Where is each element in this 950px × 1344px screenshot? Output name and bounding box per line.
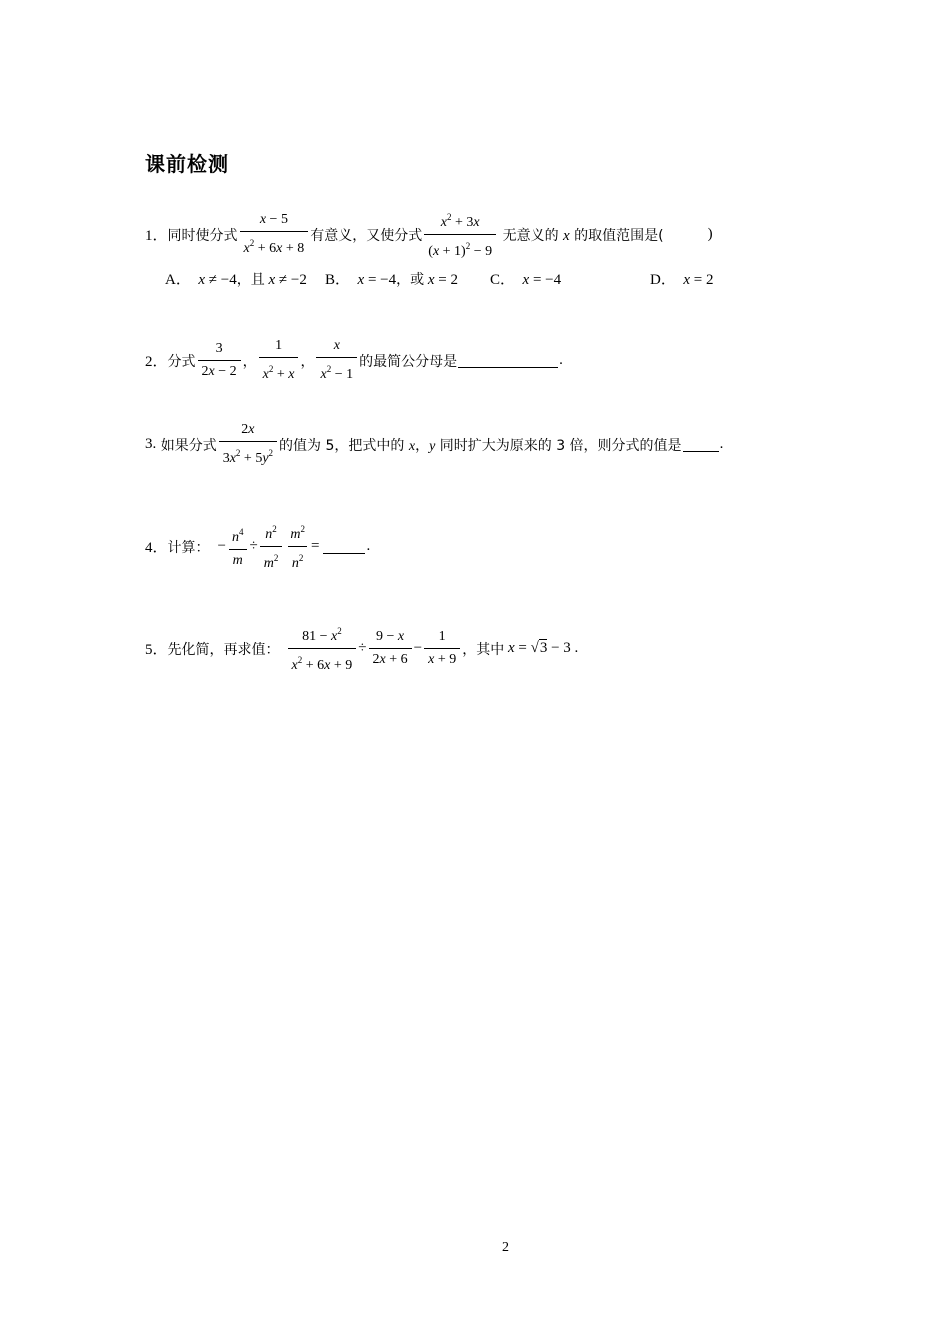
question-number: 5． <box>145 642 168 658</box>
answer-blank[interactable] <box>683 437 719 452</box>
option-c[interactable]: C． x = −4 <box>490 272 562 288</box>
fraction: $\frac{3}{2x - 2}$ <box>198 340 241 381</box>
fraction: $\frac{2x}{3x^2 + 5y^2}$ <box>219 421 277 468</box>
fraction: $\frac{9 - x}{2x + 6}$ <box>369 628 412 669</box>
fraction: $\frac{81 - x^2}{x^2 + 6x + 9}$ <box>288 622 357 675</box>
page-number: 2 <box>502 1240 509 1255</box>
question-text: 先化简，再求值： <box>167 641 280 658</box>
question-1-options <box>165 268 713 289</box>
question-number: 4． <box>145 540 168 556</box>
question-text: 如果分式 <box>156 437 217 454</box>
question-text: 同时使分式 <box>167 227 238 244</box>
fraction: $\frac{m^2}{n^2}$ <box>286 520 309 573</box>
answer-blank[interactable] <box>458 353 558 368</box>
question-1 <box>145 208 713 261</box>
question-text: 有意义，又使分式 <box>310 227 423 244</box>
option-b[interactable]: B． x = −4，或 x = 2 <box>325 272 458 288</box>
question-number: 3. <box>145 436 157 452</box>
fraction: $\frac{n^4}{m}$ <box>228 523 248 570</box>
option-a[interactable]: A． x ≠ −4，且 x ≠ −2 <box>165 272 307 288</box>
question-3 <box>145 421 723 468</box>
question-5: 5． 先化简，再求值： $\frac{81 - x^2}{x^2 + 6x + 9}$ ÷ $\frac{9 - x}{2x + 6}$ − $\frac{1}{x + 9}$ ，其中 x = √3 − 3 . <box>145 622 578 675</box>
fraction: $\frac{x - 5}{x^2 + 6x + 8}$ <box>240 211 309 258</box>
question-text: 计算： <box>167 539 210 556</box>
question-text: 分式 <box>167 353 196 370</box>
period: . <box>366 538 371 554</box>
question-2: 2． 分式 $\frac{3}{2x - 2}$ ， $\frac{1}{x^2 + x}$ ， $\frac{x}{x^2 - 1}$ 的最简公分母是 . <box>145 338 563 382</box>
question-number: 2． <box>145 354 168 370</box>
period: . <box>559 352 563 368</box>
fraction: $\frac{n^2}{m^2}$ <box>260 520 283 573</box>
fraction: $\frac{x}{x^2 - 1}$ <box>316 337 357 384</box>
question-text: 无意义的 x 的取值范围是( <box>498 227 664 244</box>
fraction: $\frac{x^2 + 3x}{(x + 1)^2 - 9}$ <box>424 208 496 261</box>
question-text: 的值为 5，把式中的 x，y 同时扩大为原来的 3 倍，则分式的值是 <box>279 437 682 454</box>
answer-blank[interactable] <box>323 539 365 554</box>
paren-close: ) <box>707 226 713 242</box>
question-text: 的最简公分母是 <box>359 353 458 370</box>
question-4: 4． 计算： − $\frac{n^4}{m}$ ÷ $\frac{n^2}{m^2}$ $\frac{m^2}{n^2}$ = . <box>145 520 370 573</box>
fraction: $\frac{1}{x + 9}$ <box>424 628 460 669</box>
period: . <box>719 436 724 452</box>
fraction: $\frac{1}{x^2 + x}$ <box>259 337 299 384</box>
question-number: 1． <box>145 228 168 244</box>
section-title: 课前检测 <box>145 152 229 176</box>
option-d[interactable]: D． x = 2 <box>650 272 714 288</box>
